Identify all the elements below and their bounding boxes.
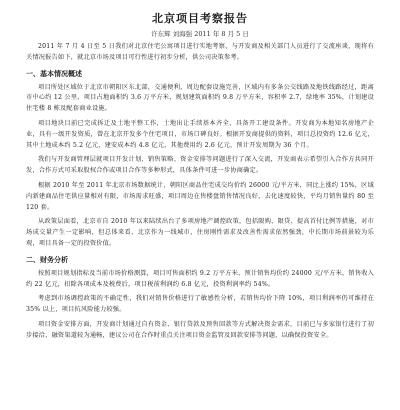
body-paragraph: 我们与开发商管理层就项目开发计划、销售策略、资金安排等问题进行了深入交流，开发商表示希望引入合作方共同开发，合作方式可采取股权合作或项目合作等多种形式，具体条件可进一步协商确定。 bbox=[26, 156, 374, 175]
body-paragraph: 项目所处区域位于北京市朝阳区东北部，交通便利，周边配套设施完善，区域内有多条公交线路及地铁线路经过，距离市中心约 12 公里，项目占地面积约 3.6 万平方米，规划建筑面积约 9.8 万平方米，容积率 2.7，绿地率 35%，计划建设住宅楼 8 栋及配套商业设施。 bbox=[26, 83, 374, 113]
intro-paragraph: 2011 年 7 月 4 日至 5 日我们对北京住宅公寓项目进行实地考察，与开发商及相关部门人员进行了交流座谈，现将有关情况报告如下，就北京市场及项目可行性进行初步分析，供公司决策参考。 bbox=[26, 43, 374, 61]
body-paragraph: 项目地块目前已完成拆迁及土地平整工作，土地出让手续基本齐全，具备开工建设条件。开发商为本地知名房地产企业，具有一级开发资质，曾在北京开发多个住宅项目，市场口碑良好。根据开发商提供的资料，项目总投资约 12.6 亿元，其中土地成本约 5.2 亿元，建安成本约 4.8 亿元，其他费用约 2.6 亿元，预计开发周期为 36 个月。 bbox=[26, 119, 374, 149]
body-paragraph: 根据 2010 年至 2011 年北京市场数据统计，朝阳区商品住宅成交均价约 26000 元/平方米，同比上涨约 15%，区域内新建商品住宅供应量相对有限，市场需求旺盛，项目周边在售楼盘销售情况良好，去化速度较快，平均月销售量约 80 至 120 套。 bbox=[26, 181, 374, 211]
body-paragraph: 按照项目规划指标及当前市场价格测算，项目可售面积约 9.2 万平方米，预计销售均价约 24000 元/平方米，销售收入约 22 亿元，扣除各项成本及税费后，项目税前利润约 6.8 亿元，投资利润率约 54%。 bbox=[26, 269, 374, 288]
body-paragraph: 项目资金安排方面，开发商计划通过自有资金、银行贷款及预售回款等方式解决资金需求，目前已与多家银行进行了初步接洽，融资渠道较为通畅，建议公司在合作时重点关注项目资金监管及回款安排等问题，以确保投资安全。 bbox=[26, 320, 374, 339]
section-heading: 二、财务分析 bbox=[26, 254, 68, 264]
author-line: 许东辉 刘海强 2011 年 8 月 5 日 bbox=[151, 30, 249, 38]
body-paragraph: 从政策层面看，北京市自 2010 年以来陆续出台了多项房地产调控政策，包括限购、限贷、提高首付比例等措施，对市场成交量产生一定影响，但总体来看，北京作为一线城市，住房刚性需求及改善性需求依然强劲，中长期市场前景较为乐观，项目具备一定的投资价值。 bbox=[26, 218, 374, 247]
body-paragraph: 考虑到市场调控政策的不确定性，我们对销售价格进行了敏感性分析，若销售均价下降 10%，项目利润率仍可维持在 35% 以上，项目抗风险能力较强。 bbox=[26, 295, 374, 314]
section-heading: 一、基本情况概述 bbox=[26, 68, 82, 78]
document-title: 北京项目考察报告 bbox=[152, 12, 248, 25]
